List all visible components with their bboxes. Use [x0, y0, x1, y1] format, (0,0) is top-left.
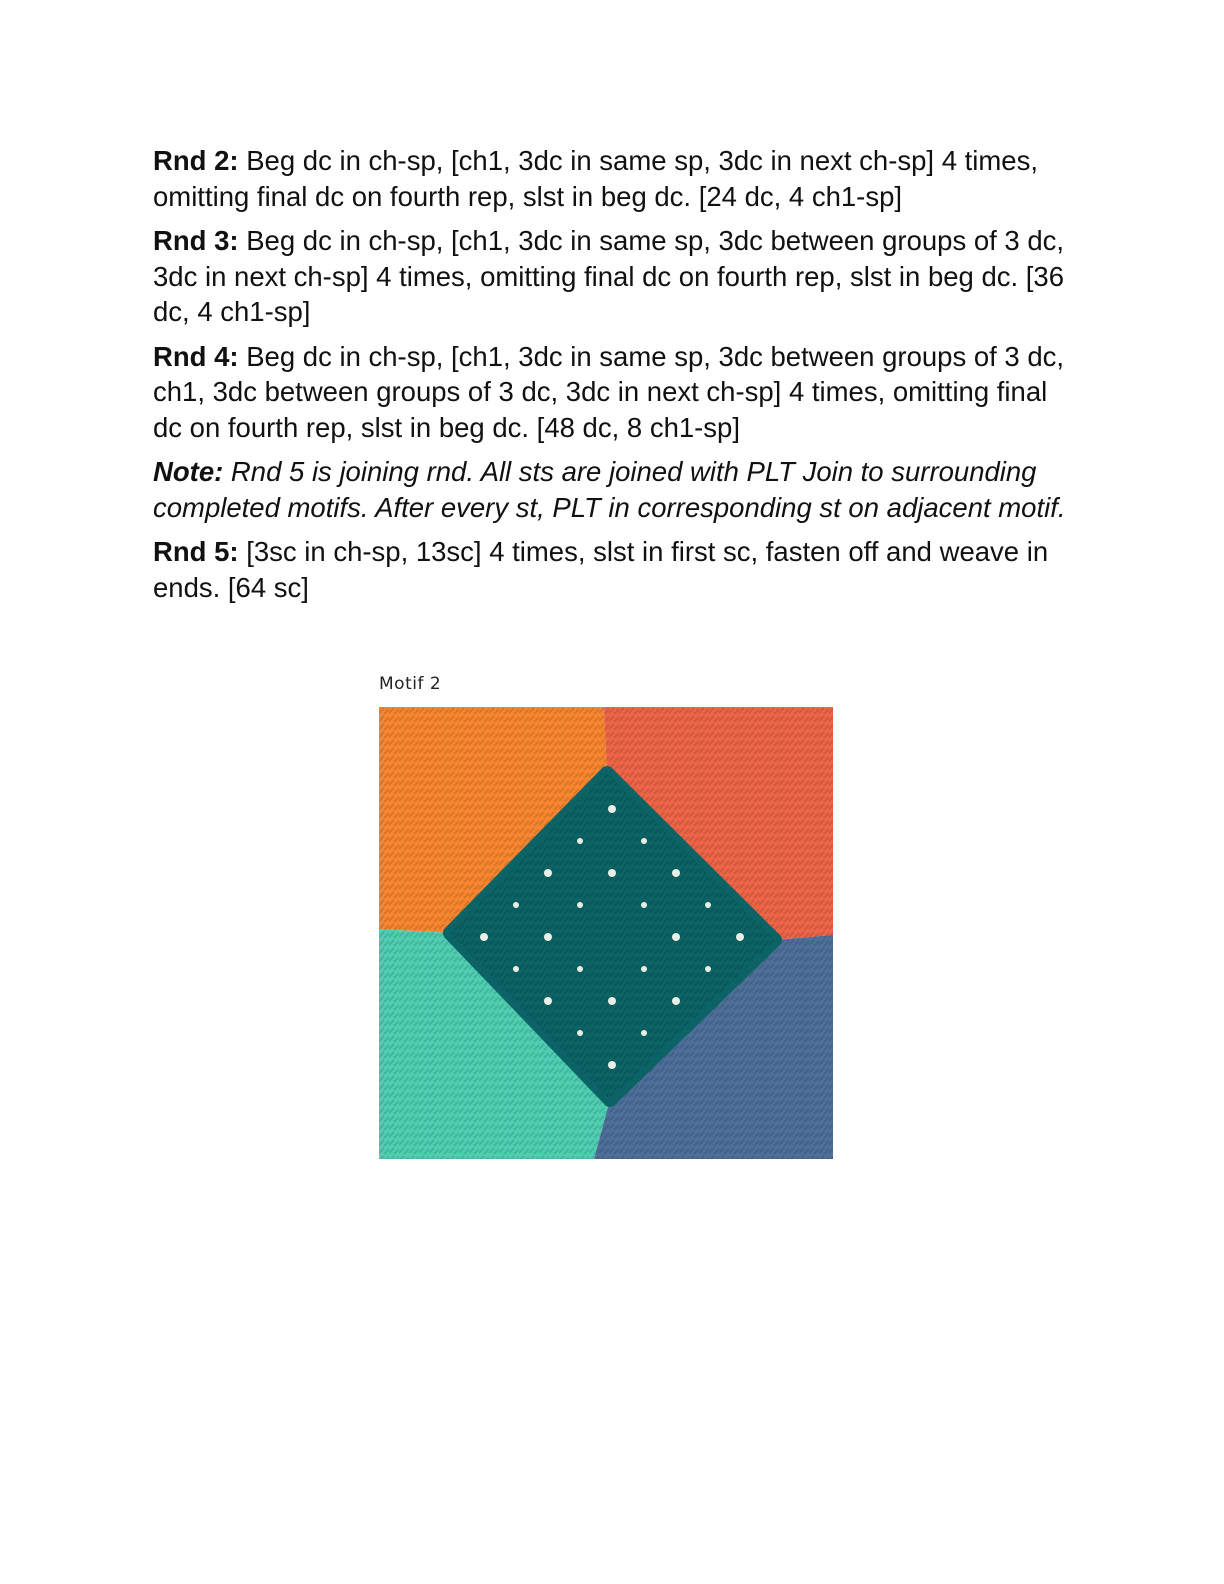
hole: [480, 933, 488, 941]
round-text: [3sc in ch-sp, 13sc] 4 times, slst in first sc, fasten off and weave in ends. [64 sc]: [153, 536, 1049, 603]
hole: [705, 966, 711, 972]
hole: [672, 933, 680, 941]
hole: [577, 1030, 583, 1036]
hole: [641, 902, 647, 908]
hole: [544, 933, 552, 941]
round-2: [153, 143, 1073, 214]
hole: [641, 838, 647, 844]
hole: [513, 966, 519, 972]
hole: [736, 933, 744, 941]
hole: [577, 902, 583, 908]
hole: [705, 902, 711, 908]
motif-photo: [379, 707, 833, 1159]
note-label: Note:: [153, 456, 224, 487]
round-label: Rnd 3:: [153, 225, 239, 256]
round-label: Rnd 2:: [153, 145, 239, 176]
round-text: Beg dc in ch-sp, [ch1, 3dc in same sp, 3dc between groups of 3 dc, 3dc in next ch-sp] 4 times, omitting final dc on fourth rep, slst in beg dc. [36 dc, 4 ch1-sp]: [153, 225, 1065, 327]
hole: [608, 997, 616, 1005]
hole: [672, 997, 680, 1005]
hole: [608, 1061, 616, 1069]
hole: [544, 997, 552, 1005]
round-text: Beg dc in ch-sp, [ch1, 3dc in same sp, 3dc between groups of 3 dc, ch1, 3dc between groups of 3 dc, 3dc in next ch-sp] 4 times, omitting final dc on fourth rep, slst in beg dc. [48 dc, 8 ch1-sp]: [153, 340, 1065, 443]
hole: [608, 805, 616, 813]
pattern-instructions: [153, 143, 1073, 614]
hole: [608, 869, 616, 877]
note-text: Rnd 5 is joining rnd. All sts are joined with PLT Join to surrounding completed motifs. After every st, PLT in corresponding st on adjacent motif.: [153, 456, 1066, 523]
hole: [577, 966, 583, 972]
hole: [672, 869, 680, 877]
hole: [577, 838, 583, 844]
round-text: Beg dc in ch-sp, [ch1, 3dc in same sp, 3dc in next ch-sp] 4 times, omitting final dc on fourth rep, slst in beg dc. [24 dc, 4 ch1-sp]: [153, 145, 1038, 212]
round-3: [153, 223, 1073, 330]
round-5: [153, 534, 1073, 605]
round-label: Rnd 4:: [153, 340, 239, 372]
figure-caption: Motif 2: [379, 674, 442, 694]
round-4: [153, 339, 1073, 446]
note: [153, 454, 1073, 525]
hole: [641, 1030, 647, 1036]
hole: [641, 966, 647, 972]
hole: [513, 902, 519, 908]
round-label: Rnd 5:: [153, 536, 239, 567]
hole: [544, 869, 552, 877]
